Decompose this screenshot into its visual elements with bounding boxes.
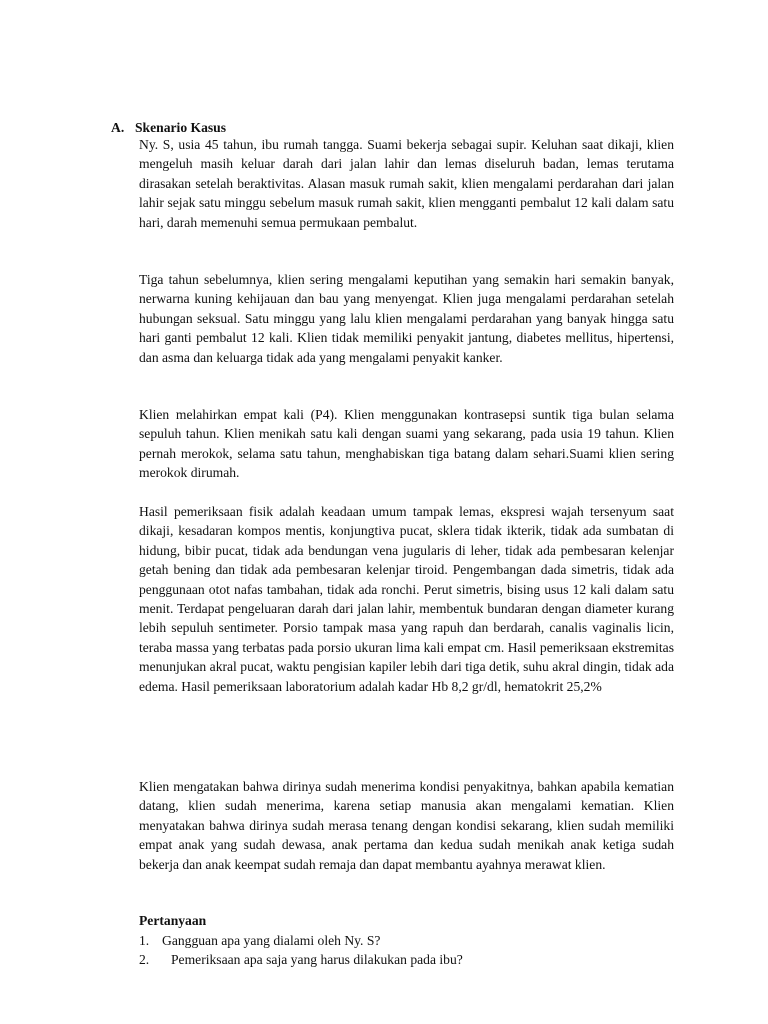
question-item [139,950,463,969]
question-item [139,931,380,950]
paragraph-physical-exam: Hasil pemeriksaan fisik adalah keadaan umum tampak lemas, ekspresi wajah tersenyum saat dikaji, kesadaran kompos mentis, konjungtiva pucat, sklera tidak ikterik, tidak ada sumbatan di hidung, bibir pucat, tidak ada bendungan vena jugularis di leher, tidak ada pembesaran kelenjar getah bening dan tidak ada pembesaran kelenjar tiroid. Pengembangan dada simetris, tidak ada penggunaan otot nafas tambahan, tidak ada ronchi. Perut simetris, bising usus 12 kali dalam satu menit. Terdapat pengeluaran darah dari jalan lahir, membentuk bundaran dengan diameter kurang lebih sepuluh sentimeter. Porsio tampak masa yang rapuh dan berdarah, canalis vaginalis licin, teraba massa yang terbatas pada porsio ukuran lima kali empat cm. Hasil pemeriksaan ekstremitas menunjukan akral pucat, waktu pengisian kapiler lebih dari tiga detik, suhu akral dingin, tidak ada edema. Hasil pemeriksaan laboratorium adalah kadar Hb 8,2 gr/dl, hematokrit 25,2% [139,504,674,694]
questions-title: Pertanyaan [139,913,207,928]
section-number: A. [111,120,125,135]
section-title: Skenario Kasus [135,120,227,135]
question-text: Pemeriksaan apa saja yang harus dilakukan pada ibu? [171,952,463,967]
paragraph-obstetric-history: Klien melahirkan empat kali (P4). Klien menggunakan kontrasepsi suntik tiga bulan selama sepuluh tahun. Klien menikah satu kali dengan suami yang sekarang, pada usia 19 tahun. Klien pernah merokok, selama satu tahun, menghabiskan tiga batang dalam sehari.Suami klien sering merokok dirumah. [139,407,674,481]
paragraph-psychosocial: Klien mengatakan bahwa dirinya sudah menerima kondisi penyakitnya, bahkan apabila kematian datang, klien sudah menerima, karena setiap manusia akan mengalami kematian. Klien menyatakan bahwa dirinya sudah merasa tenang dengan kondisi sekarang, klien sudah memiliki empat anak yang sudah dewasa, anak pertama dan kedua sudah menikah anak ketiga sudah bekerja dan anak keempat sudah remaja dan dapat membantu ayahnya merawat klien. [139,779,674,872]
question-text: Gangguan apa yang dialami oleh Ny. S? [162,933,381,948]
question-number: 2. [139,952,150,967]
paragraph-medical-history: Tiga tahun sebelumnya, klien sering mengalami keputihan yang semakin hari semakin banyak, nerwarna kuning kehijauan dan bau yang menyengat. Klien juga mengalami perdarahan setelah hubungan seksual. Satu minggu yang lalu klien mengalami perdarahan yang banyak hingga satu hari ganti pembalut 12 kali. Klien tidak memiliki penyakit jantung, diabetes mellitus, hipertensi, dan asma dan keluarga tidak ada yang mengalami penyakit kanker. [139,272,674,365]
paragraph-patient-complaint: Ny. S, usia 45 tahun, ibu rumah tangga. Suami bekerja sebagai supir. Keluhan saat dikaji, klien mengeluh masih keluar darah dari jalan lahir dan lemas diseluruh badan, lemas terutama dirasakan setelah beraktivitas. Alasan masuk rumah sakit, klien mengalami perdarahan dari jalan lahir sejak satu minggu sebelum masuk rumah sakit, klien mengganti pembalut 12 kali dalam satu hari, darah memenuhi semua permukaan pembalut. [139,137,674,230]
question-number: 1. [139,933,150,948]
